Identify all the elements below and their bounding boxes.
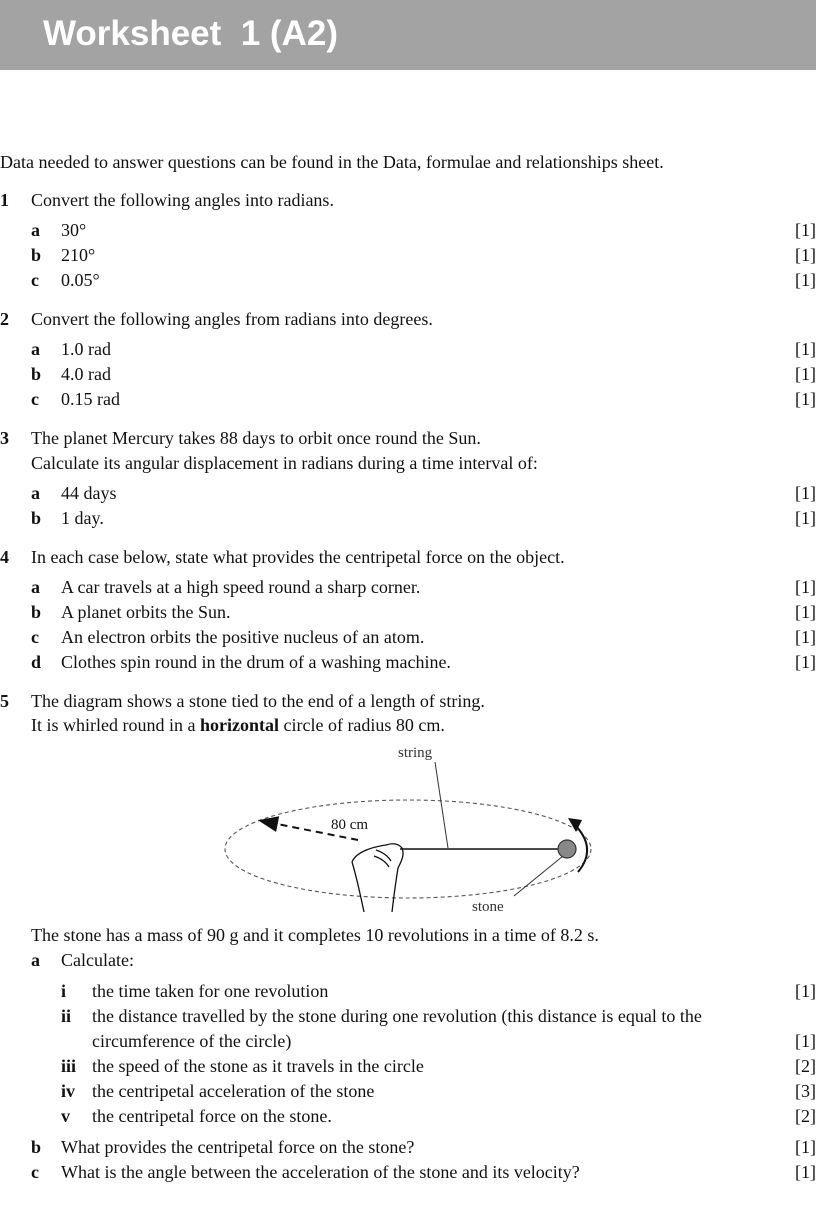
part-label: c [31, 627, 39, 647]
subpart-label: iii [61, 1056, 77, 1076]
radius-label: 80 cm [331, 817, 369, 833]
string-leader-line [435, 762, 448, 848]
marks: [1] [795, 1162, 816, 1182]
part-label: a [31, 483, 40, 503]
part-text: What provides the centripetal force on the stone? [61, 1137, 415, 1157]
part-text: A car travels at a high speed round a sharp corner. [61, 577, 421, 597]
part-label: a [31, 220, 40, 240]
marks: [2] [795, 1056, 816, 1076]
part-label: a [31, 577, 40, 597]
marks: [1] [795, 364, 816, 384]
part-text: 1 day. [61, 508, 104, 528]
part-text: What is the angle between the acceleration of the stone and its velocity? [61, 1162, 580, 1182]
marks: [1] [795, 627, 816, 647]
part-label: c [31, 270, 39, 290]
question-text: Convert the following angles into radians. [31, 190, 334, 210]
part-text: 210° [61, 245, 96, 265]
marks: [3] [795, 1081, 816, 1101]
question-text: It is whirled round in a horizontal circle of radius 80 cm. [31, 715, 445, 735]
marks: [1] [795, 389, 816, 409]
part-label: d [31, 652, 42, 672]
question-number: 4 [0, 547, 9, 567]
question-number: 5 [0, 691, 9, 711]
intro-text: Data needed to answer questions can be found in the Data, formulae and relationships sheet. [0, 152, 664, 172]
question-text: In each case below, state what provides the centripetal force on the object. [31, 547, 565, 567]
marks: [1] [795, 981, 816, 1001]
question-text: Calculate its angular displacement in radians during a time interval of: [31, 453, 538, 473]
part-text: 44 days [61, 483, 117, 503]
part-label: b [31, 364, 42, 384]
part-text: 4.0 rad [61, 364, 111, 384]
subpart-text: the time taken for one revolution [92, 981, 329, 1001]
part-label: a [31, 339, 40, 359]
marks: [1] [795, 1137, 816, 1157]
subpart-label: ii [61, 1006, 72, 1026]
subpart-text: the centripetal acceleration of the stone [92, 1081, 375, 1101]
part-text: 1.0 rad [61, 339, 111, 359]
part-label: a [31, 950, 40, 970]
marks: [2] [795, 1106, 816, 1126]
question-text: The diagram shows a stone tied to the end of a length of string. [31, 691, 485, 711]
question-text: The planet Mercury takes 88 days to orbit once round the Sun. [31, 428, 481, 448]
marks: [1] [795, 602, 816, 622]
part-text: Clothes spin round in the drum of a washing machine. [61, 652, 451, 672]
question-text: Convert the following angles from radians into degrees. [31, 309, 433, 329]
part-text: A planet orbits the Sun. [61, 602, 231, 622]
stone-label: stone [472, 899, 504, 915]
question-number: 2 [0, 309, 9, 329]
marks: [1] [795, 483, 816, 503]
marks: [1] [795, 245, 816, 265]
subpart-label: v [61, 1106, 70, 1126]
part-label: b [31, 1137, 42, 1157]
subpart-text-continued: circumference of the circle) [92, 1031, 292, 1051]
marks: [1] [795, 508, 816, 528]
marks: [1] [795, 270, 816, 290]
part-label: b [31, 602, 42, 622]
marks: [1] [795, 577, 816, 597]
part-label: b [31, 245, 42, 265]
question-number: 1 [0, 190, 9, 210]
part-label: c [31, 1162, 39, 1182]
string-label: string [398, 745, 433, 761]
question-stem: The stone has a mass of 90 g and it completes 10 revolutions in a time of 8.2 s. [31, 925, 599, 945]
part-text: 30° [61, 220, 87, 240]
worksheet-title: Worksheet 1 (A2) [43, 14, 338, 53]
marks: [1] [795, 220, 816, 240]
marks: [1] [795, 1031, 816, 1051]
part-text: 0.15 rad [61, 389, 120, 409]
part-label: b [31, 508, 42, 528]
part-text: 0.05° [61, 270, 100, 290]
marks: [1] [795, 652, 816, 672]
part-text: Calculate: [61, 950, 134, 970]
subpart-text: the centripetal force on the stone. [92, 1106, 332, 1126]
subpart-text: the distance travelled by the stone during one revolution (this distance is equal to the [92, 1006, 702, 1026]
marks: [1] [795, 339, 816, 359]
part-text: An electron orbits the positive nucleus of an atom. [61, 627, 425, 647]
stone [558, 840, 576, 858]
subpart-label: i [61, 981, 67, 1001]
hand [352, 844, 403, 912]
subpart-label: iv [61, 1081, 76, 1101]
subpart-text: the speed of the stone as it travels in the circle [92, 1056, 424, 1076]
stone-leader-line [514, 856, 563, 896]
question-number: 3 [0, 428, 9, 448]
part-label: c [31, 389, 39, 409]
